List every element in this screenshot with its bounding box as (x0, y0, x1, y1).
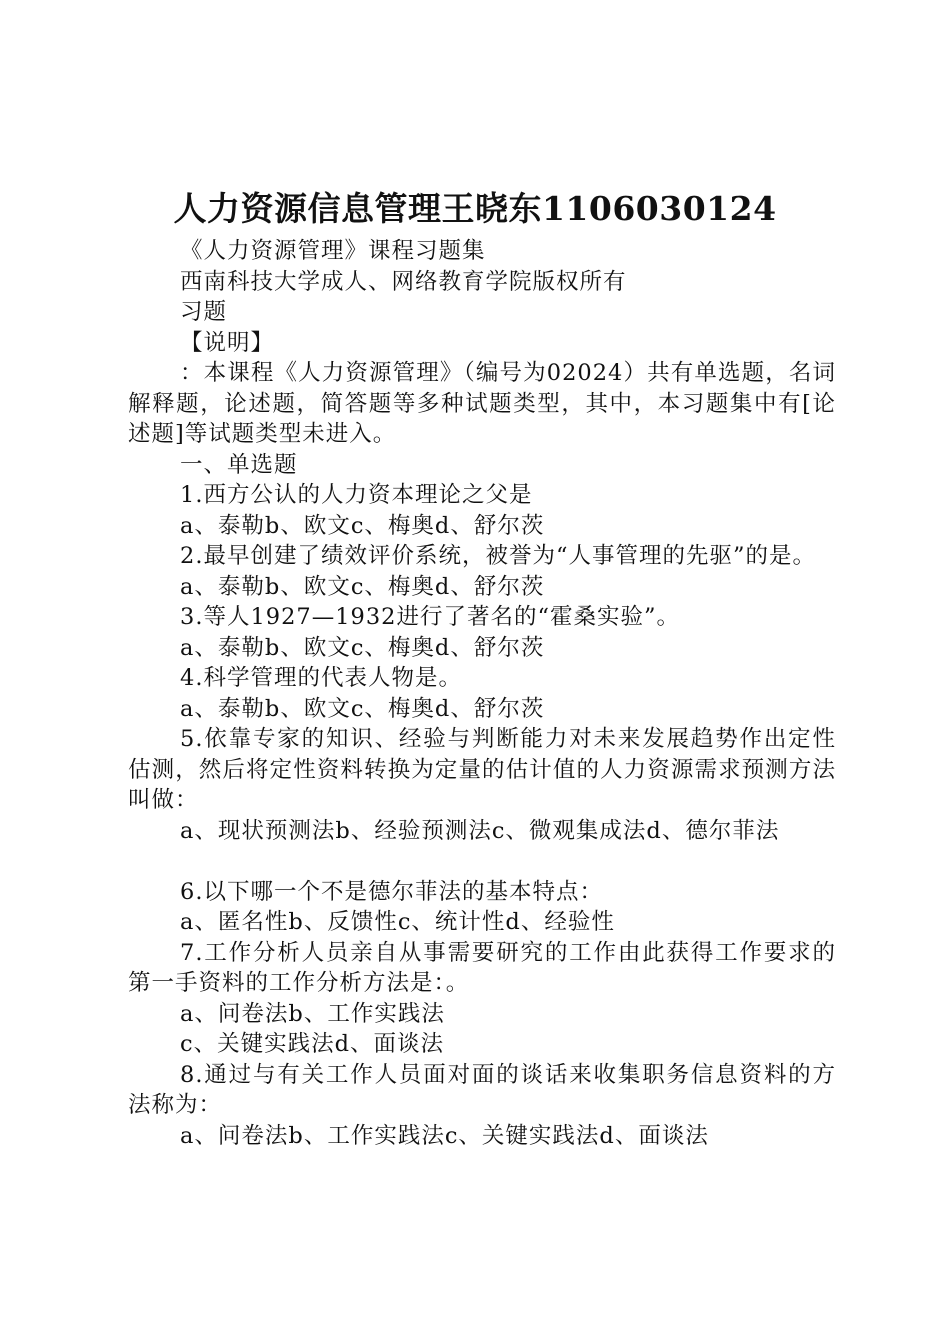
paragraph-notes-text: ：本课程《人力资源管理》（编号为02024）共有单选题，名词解释题，论述题，简答题等多种试题类型，其中，本习题集中有[论述题]等试题类型未进入。 (128, 360, 836, 447)
question-6: 6.以下哪一个不是德尔菲法的基本特点： (180, 878, 603, 905)
question-2-options: a、泰勒b、欧文c、梅奥d、舒尔茨 (180, 573, 545, 600)
question-7: 7.工作分析人员亲自从事需要研究的工作由此获得工作要求的第一手资料的工作分析方法是：。 (128, 939, 836, 996)
paragraph-exercises-heading: 习题 (180, 299, 228, 325)
question-2: 2.最早创建了绩效评价系统，被誉为“人事管理的先驱”的是。 (180, 543, 816, 569)
question-6-options: a、匿名性b、反馈性c、统计性d、经验性 (180, 909, 615, 935)
question-3-options: a、泰勒b、欧文c、梅奥d、舒尔茨 (180, 634, 545, 661)
question-7-options-cd: c、关键实践法d、面谈法 (180, 1031, 445, 1057)
question-8: 8.通过与有关工作人员面对面的谈话来收集职务信息资料的方法称为： (128, 1061, 836, 1118)
question-1-options: a、泰勒b、欧文c、梅奥d、舒尔茨 (180, 512, 545, 539)
document-body (128, 236, 836, 1151)
question-5: 5.依靠专家的知识、经验与判断能力对未来发展趋势作出定性估测，然后将定性资料转换为定量的估计值的人力资源需求预测方法叫做： (128, 726, 836, 813)
document-title: 人力资源信息管理王晓东1106030124 (173, 189, 777, 228)
question-4-options: a、泰勒b、欧文c、梅奥d、舒尔茨 (180, 695, 545, 722)
question-4: 4.科学管理的代表人物是。 (180, 665, 462, 691)
question-7-options-ab: a、问卷法b、工作实践法 (180, 1000, 445, 1027)
question-3: 3.等人1927—1932进行了著名的“霍桑实验”。 (180, 604, 680, 630)
question-5-options: a、现状预测法b、经验预测法c、微观集成法d、德尔菲法 (180, 817, 780, 844)
question-1: 1.西方公认的人力资本理论之父是 (180, 482, 533, 508)
section-heading-single-choice: 一、单选题 (180, 451, 298, 478)
question-8-options: a、问卷法b、工作实践法c、关键实践法d、面谈法 (180, 1122, 709, 1149)
paragraph-copyright: 西南科技大学成人、网络教育学院版权所有 (180, 268, 627, 295)
paragraph-notes-heading: 【说明】 (180, 329, 275, 356)
paragraph-course-title: 《人力资源管理》课程习题集 (180, 238, 486, 264)
